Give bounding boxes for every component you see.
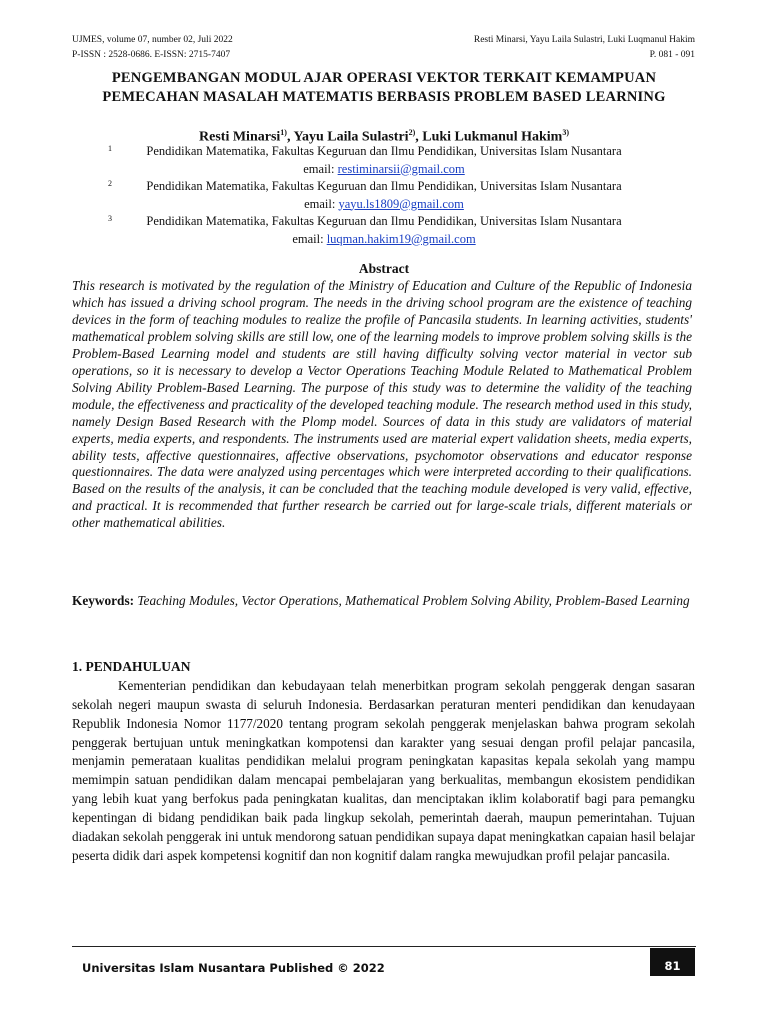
- author-mark: 3): [562, 128, 569, 137]
- affiliations: [72, 143, 696, 248]
- paper-title: [72, 69, 696, 107]
- header-pages: P. 081 - 091: [649, 50, 695, 60]
- issn-line: P-ISSN : 2528-0686. E-ISSN: 2715-7407: [72, 50, 231, 60]
- running-header-left: [72, 33, 233, 63]
- email-link[interactable]: luqman.hakim19@gmail.com: [326, 231, 476, 246]
- author-name: Resti Minarsi: [199, 129, 281, 145]
- affiliation-email-row: [72, 231, 696, 249]
- author-mark: 1): [280, 128, 287, 137]
- running-header-right: [474, 33, 695, 63]
- author-name: Luki Lukmanul Hakim: [422, 129, 563, 145]
- email-link[interactable]: yayu.ls1809@gmail.com: [338, 196, 464, 211]
- section-paragraph: Kementerian pendidikan dan kebudayaan telah menerbitkan program sekolah penggerak dengan sasaran sekolah negeri maupun swasta di seluruh Indonesia. Berdasarkan peraturan menteri pendidikan dan kenudayaan Republik Indonesia Nomor 1177/2020 tentang program sekolah penggerak menjelaskan bahwa program sekolah penggerak bertujuan untuk meningkatkan kompotensi dan karakter yang sesuai dengan profil pelajar pancasila, menjamin pemerataan kualitas pendidikan melalui program peningkatan kapasitas kepala sekolah yang mampu memimpin satuan pendidikan dalam mencapai pembelajaran yang berkualitas, membangun ekosistem pendidikan yang lebih kuat yang berfokus pada peningkatan kualitas, dan menciptakan iklim kolaboratif bagi para pemangku kepentingan di bidang pendidikan baik pada lingkup sekolah, pemerintah daerah, maupun pemerintahan. Tujuan diadakan sekolah penggerak ini untuk mendorong satuan pendidikan supaya dapat meningkatkan capaian hasil belajar peserta didik dari aspek kompetensi kognitif dan non kognitif dalam rangka mewujudkan profil pelajar pancasila.: [72, 678, 695, 863]
- affiliation-1: [72, 143, 696, 178]
- title-line-2: PEMECAHAN MASALAH MATEMATIS BERBASIS PROBLEM BASED LEARNING: [102, 89, 666, 105]
- keywords-text: Teaching Modules, Vector Operations, Mathematical Problem Solving Ability, Problem-Based Learning: [137, 593, 690, 608]
- affiliation-text: Pendidikan Matematika, Fakultas Keguruan dan Ilmu Pendidikan, Universitas Islam Nusantara: [146, 214, 622, 228]
- affiliation-text: Pendidikan Matematika, Fakultas Keguruan dan Ilmu Pendidikan, Universitas Islam Nusantara: [146, 179, 622, 193]
- page-number: 81: [650, 948, 695, 976]
- author-mark: 2): [408, 128, 416, 137]
- footer-publisher: Universitas Islam Nusantara Published © 2022: [82, 961, 385, 975]
- keywords-label: Keywords:: [72, 593, 135, 608]
- journal-volume-line: UJMES, volume 07, number 02, Juli 2022: [72, 35, 233, 45]
- affiliation-3: [72, 213, 696, 248]
- title-line-1: PENGEMBANGAN MODUL AJAR OPERASI VEKTOR TERKAIT KEMAMPUAN: [111, 70, 657, 86]
- affiliation-text: Pendidikan Matematika, Fakultas Keguruan dan Ilmu Pendidikan, Universitas Islam Nusantara: [146, 144, 622, 158]
- email-label: email:: [303, 161, 335, 176]
- section-heading: 1. PENDAHULUAN: [72, 659, 191, 674]
- keywords: [72, 592, 692, 609]
- affiliation-email-row: [72, 161, 696, 179]
- author-list: Resti Minarsi$^{1)}$, Yayu Laila Sulastri$^{2)}$, Luki Lukmanul Hakim$^{3)}$: [199, 128, 569, 145]
- affiliation-2: [72, 178, 696, 213]
- footer-divider: [72, 946, 696, 947]
- affiliation-number: 1: [108, 144, 112, 153]
- email-link[interactable]: restiminarsii@gmail.com: [337, 161, 465, 176]
- abstract-heading: Abstract: [358, 261, 410, 276]
- affiliation-email-row: [72, 196, 696, 214]
- abstract-text: This research is motivated by the regulation of the Ministry of Education and Culture of the Republic of Indonesia which has issued a driving school program. The needs in the driving school program are the existence of teaching devices in the form of teaching modules to realize the profile of Pancasila students. In learning activities, students' mathematical problem solving skills are still low, one of the learning models to improve problem solving skills is the Problem-Based Learning model and students are still having difficulty solving vector material in vector sub operations, so it is necessary to develop a Vector Operations Teaching Module Related to Mathematical Problem Solving Ability Problem-Based Learning. The purpose of this study was to determine the validity of the teaching module, the effectiveness and practicality of the developed teaching module. The research method used in this study, namely Design Based Research with the Plomp model. Sources of data in this study are validators of material experts, media experts, and respondents. The instruments used are material expert validation sheets, media experts, ability tests, affective questionnaires, affective observations, psychomotor observations and educator response questionnaires. The data were analyzed using percentages which were interpreted according to their qualifications. Based on the results of the analysis, it can be concluded that the teaching module developed is very valid, effective, and practical. It is recommended that further research be carried out for large-scale trials, different materials or other mathematical abilities.: [72, 278, 692, 531]
- affiliation-number: 3: [108, 214, 112, 223]
- affiliation-number: 2: [108, 179, 112, 188]
- email-label: email:: [292, 231, 324, 246]
- author-name: Yayu Laila Sulastri: [293, 129, 409, 145]
- email-label: email:: [304, 196, 336, 211]
- header-authors: Resti Minarsi, Yayu Laila Sulastri, Luki Luqmanul Hakim: [473, 35, 695, 45]
